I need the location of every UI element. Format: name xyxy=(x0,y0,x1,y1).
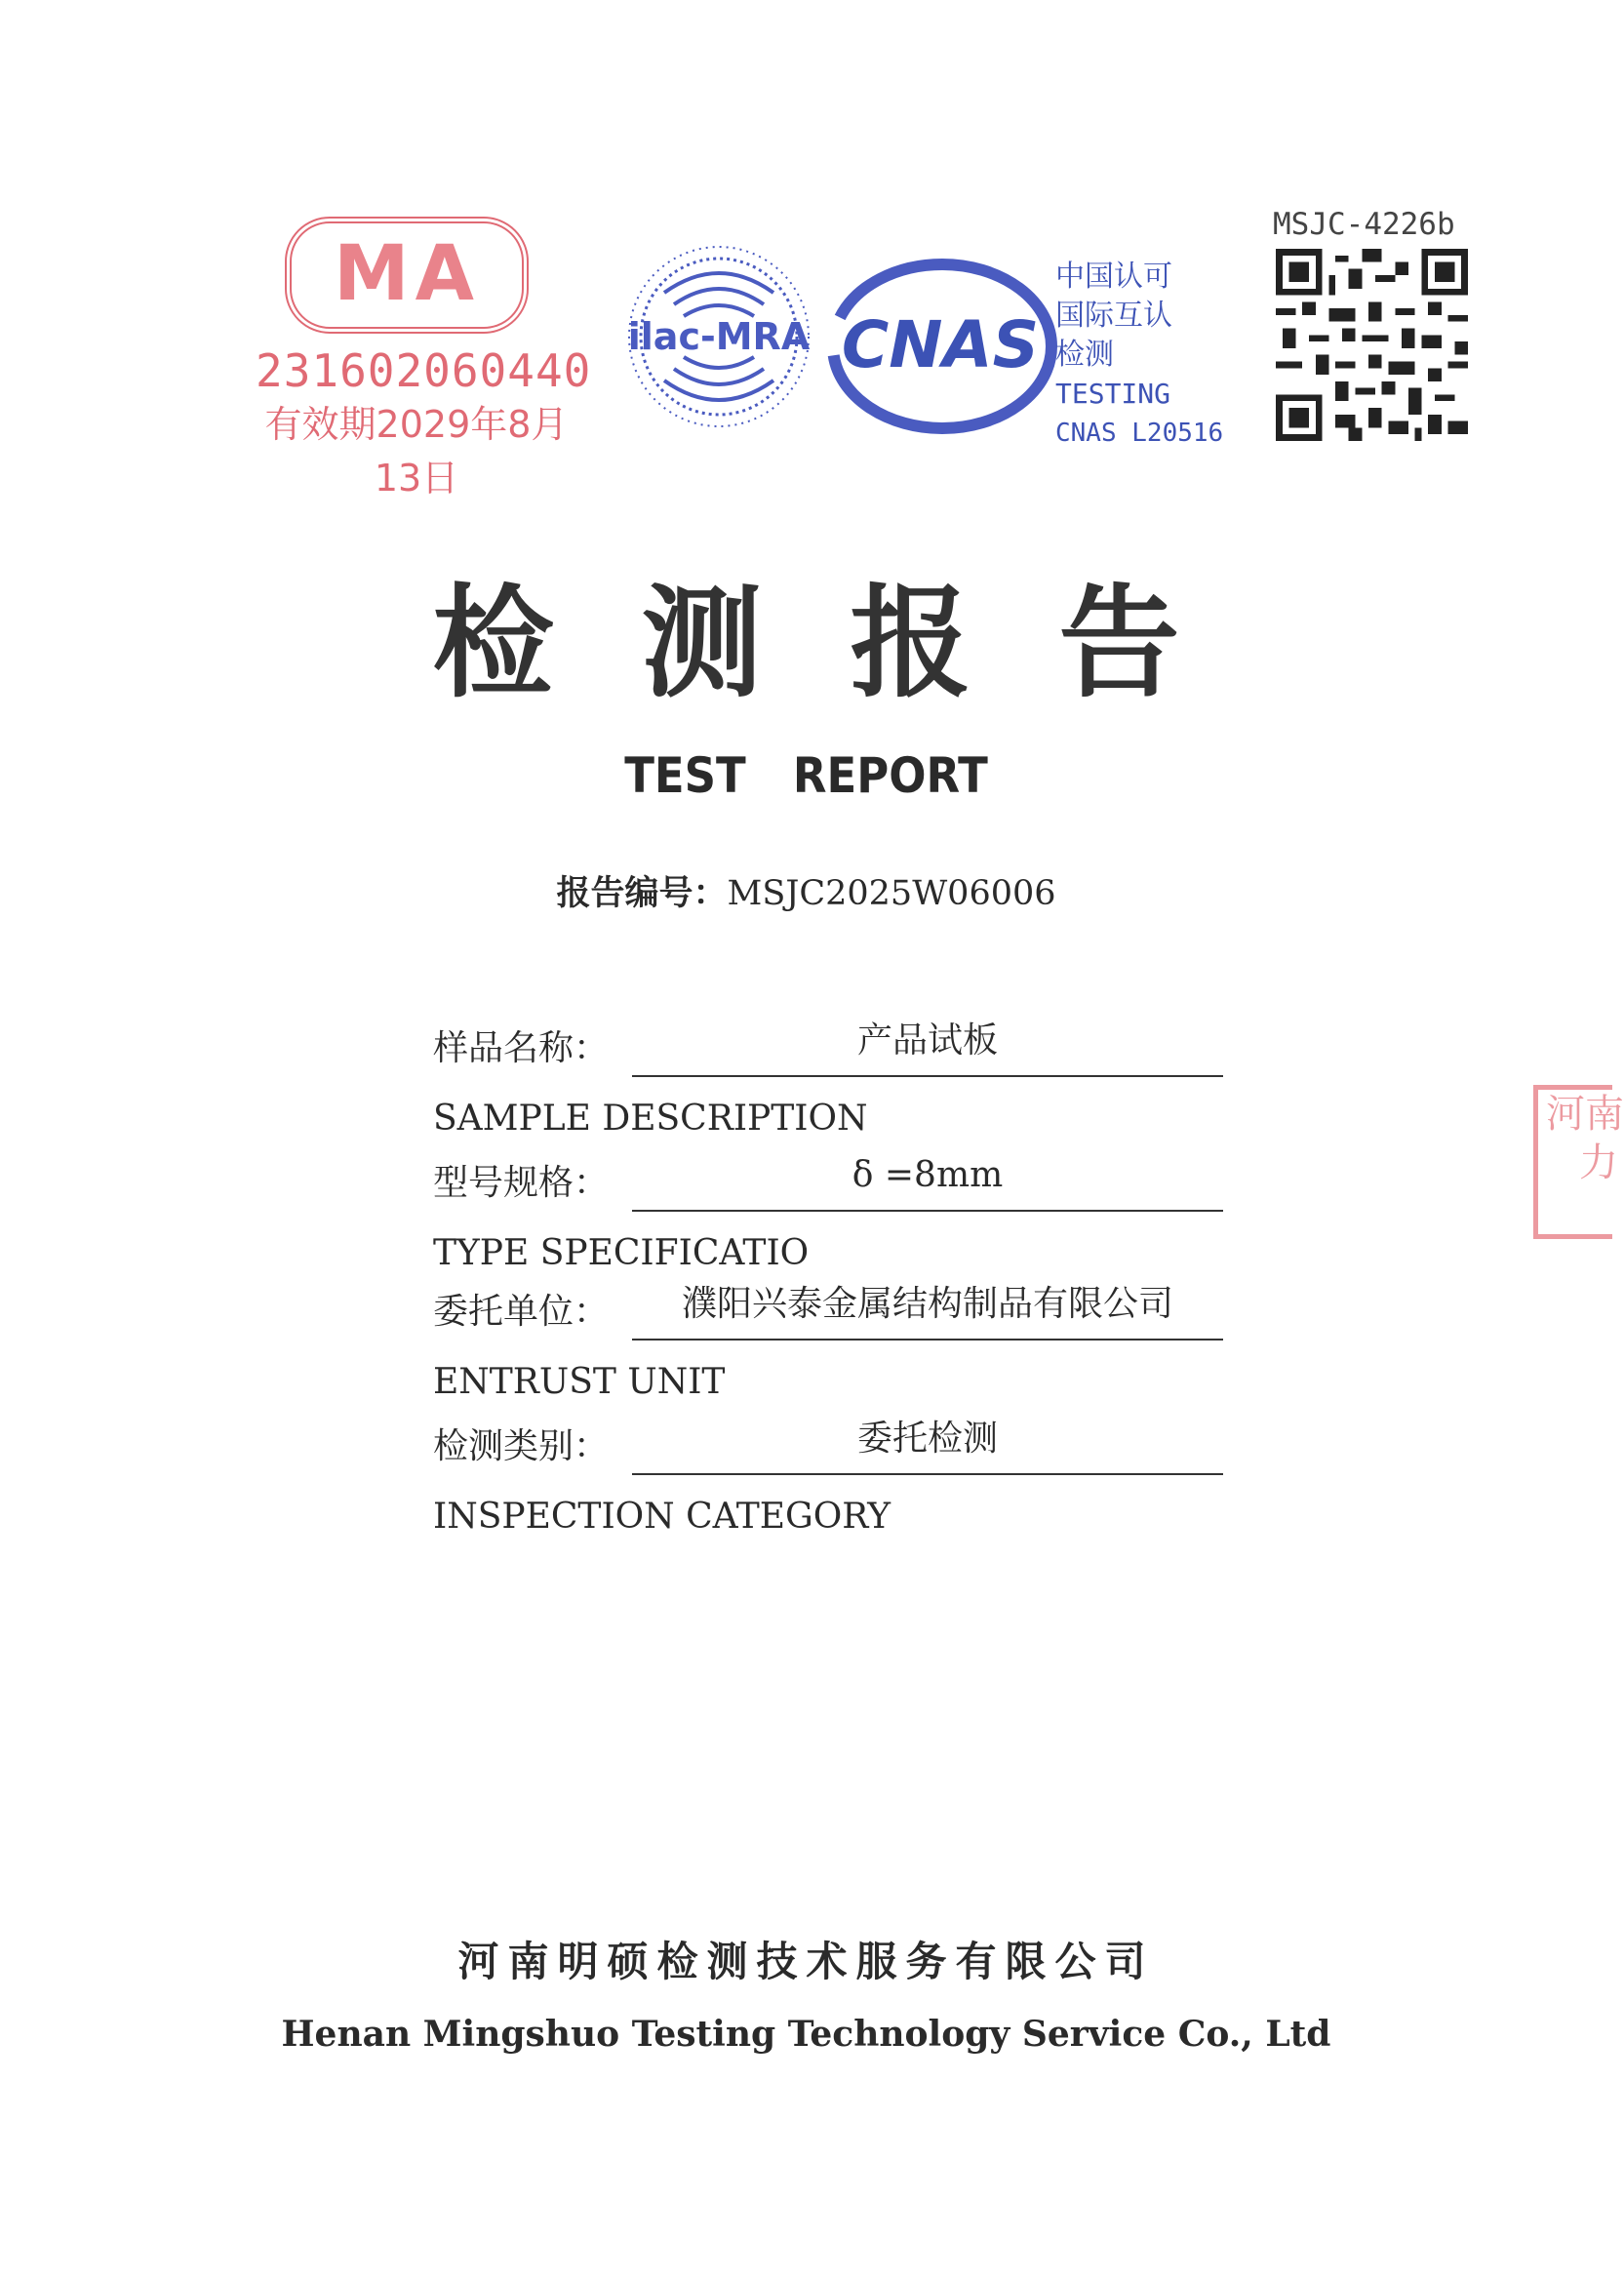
cma-validity: 有效期2029年8月13日 xyxy=(264,403,569,500)
cnas-caption-line: 国际互认 xyxy=(1055,299,1172,333)
report-number-value: MSJC2025W06006 xyxy=(727,874,1056,913)
field-label-en: SAMPLE DESCRIPTION xyxy=(433,1099,868,1139)
qr-code-icon xyxy=(1276,249,1468,441)
ilac-mra-logo xyxy=(620,234,817,439)
cma-seal xyxy=(256,213,592,500)
field-value: 委托检测 xyxy=(856,1419,998,1459)
cnas-caption-line: TESTING xyxy=(1055,378,1171,410)
field-label-en: INSPECTION CATEGORY xyxy=(433,1497,891,1537)
field-type-specification xyxy=(433,1155,1223,1278)
field-underline xyxy=(632,1075,1223,1077)
cnas-logo-text: CNAS xyxy=(841,307,1040,382)
company-seal-fragment xyxy=(1533,1085,1624,1239)
report-number xyxy=(0,866,1612,915)
report-number-label: 报告编号： xyxy=(556,874,728,913)
field-label-en: TYPE SPECIFICATIO xyxy=(433,1233,810,1273)
field-value: δ =8mm xyxy=(852,1155,1004,1195)
cma-logo-frame xyxy=(285,217,529,334)
qr-code-label: MSJC-4226b xyxy=(1273,207,1455,242)
field-label-cn: 委托单位： xyxy=(433,1292,610,1332)
cnas-logo xyxy=(825,258,1059,435)
field-value: 产品试板 xyxy=(856,1020,998,1060)
cnas-caption xyxy=(1055,258,1224,453)
cnas-accreditation-code: CNAS L20516 xyxy=(1055,419,1224,448)
field-underline xyxy=(632,1473,1223,1475)
seal-text: 河南 xyxy=(1546,1092,1624,1137)
field-inspection-category xyxy=(433,1419,1223,1541)
field-label-cn: 型号规格： xyxy=(433,1163,610,1203)
cma-logo-text: MA xyxy=(334,230,480,318)
field-value: 濮阳兴泰金属结构制品有限公司 xyxy=(681,1284,1173,1324)
field-label-cn: 样品名称： xyxy=(433,1028,610,1068)
report-title-en: TEST REPORT xyxy=(624,747,988,804)
field-underline xyxy=(632,1210,1223,1212)
field-sample-description xyxy=(433,1020,1223,1143)
company-name-cn: 河南明硕检测技术服务有限公司 xyxy=(457,1938,1155,1985)
field-label-en: ENTRUST UNIT xyxy=(433,1362,726,1402)
cnas-caption-line: 检测 xyxy=(1055,338,1114,372)
field-label-cn: 检测类别： xyxy=(433,1426,610,1466)
cnas-caption-line: 中国认可 xyxy=(1055,260,1172,294)
field-underline xyxy=(632,1339,1223,1341)
seal-text: 力 xyxy=(1579,1140,1618,1185)
report-title-cn: 检测报告 xyxy=(432,573,1268,714)
cma-cert-number: 231602060440 xyxy=(256,344,592,397)
company-name-en: Henan Mingshuo Testing Technology Service Co., Ltd xyxy=(281,2014,1331,2055)
field-entrust-unit xyxy=(433,1284,1223,1407)
ilac-logo-text: ilac-MRA xyxy=(627,315,811,358)
